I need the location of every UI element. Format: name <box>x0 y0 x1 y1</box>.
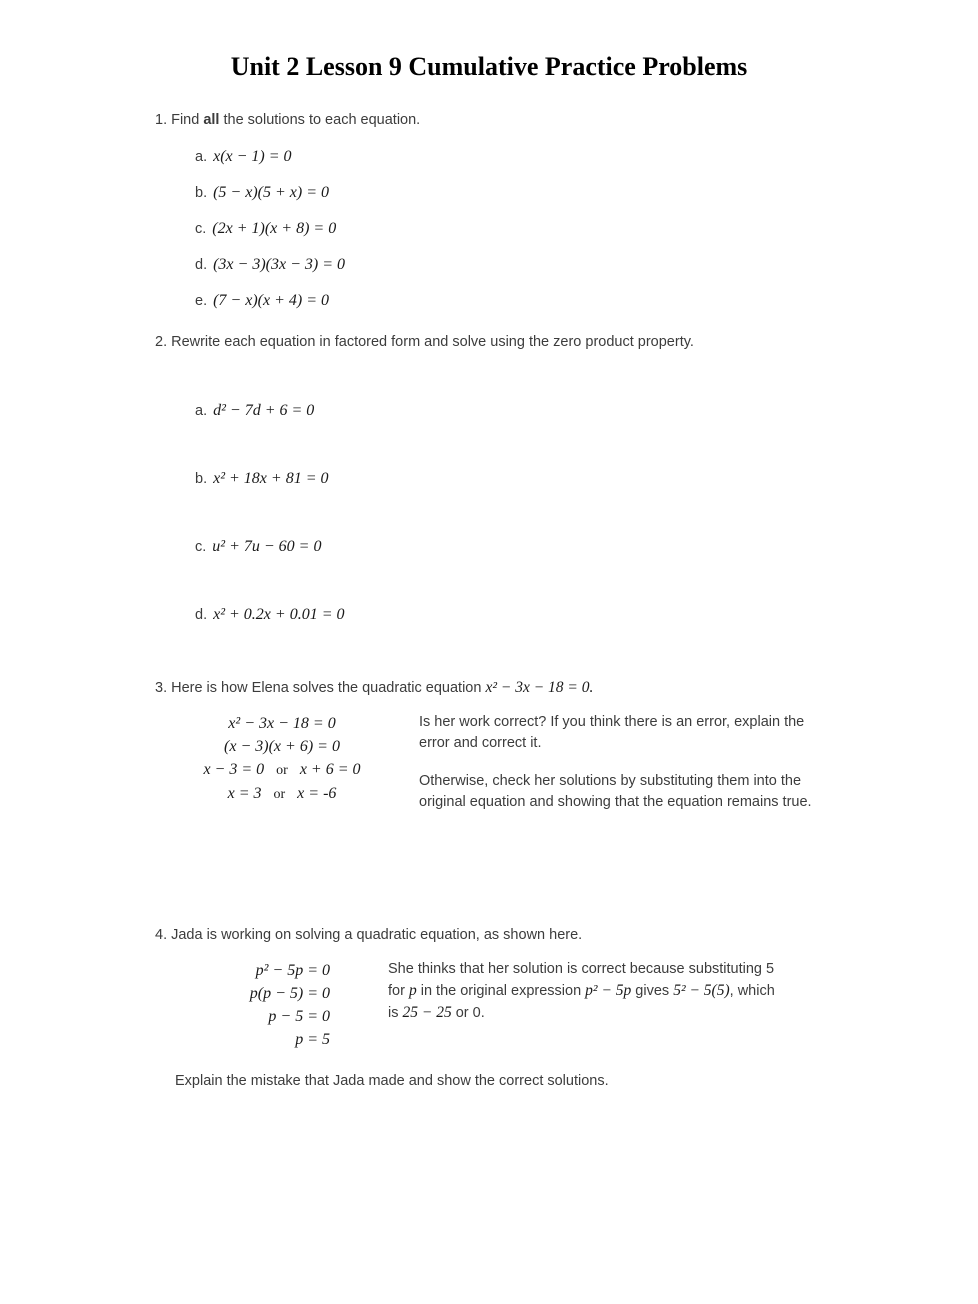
problem-4-columns <box>155 959 938 1051</box>
problem-1-part-e <box>195 292 938 310</box>
equation: (5 − x)(5 + x) = 0 <box>213 184 329 201</box>
problem-2-part-c <box>195 538 938 556</box>
inline-math: 25 − 25 <box>402 1004 452 1021</box>
problem-3-side-text <box>419 712 834 813</box>
problem-1-prompt-bold: all <box>203 112 220 128</box>
work-line-3: p − 5 = 0 <box>268 1008 330 1025</box>
problem-1-part-c <box>195 220 938 238</box>
problem-3-prompt <box>155 678 938 698</box>
or-label: or <box>273 787 286 802</box>
work-line-4-right: x = -6 <box>297 785 337 802</box>
jada-work-block <box>235 959 330 1051</box>
problem-1-prompt-post: the solutions to each equation. <box>219 112 421 128</box>
work-line-4: p = 5 <box>295 1031 330 1048</box>
problem-3-columns <box>155 712 938 813</box>
problem-4-closing-instruction: Explain the mistake that Jada made and show the correct solutions. <box>175 1073 609 1089</box>
side-text-segment: in the original expression <box>416 983 586 999</box>
work-line-4-left: x = 3 <box>227 785 262 802</box>
side-text-segment: or 0. <box>451 1005 485 1021</box>
equation: (3x − 3)(3x − 3) = 0 <box>213 256 345 273</box>
problem-1-part-b <box>195 184 938 202</box>
equation: u² + 7u − 60 = 0 <box>212 538 322 555</box>
problem-2 <box>155 332 938 624</box>
inline-math: p <box>408 982 417 999</box>
problem-2-number: 2. <box>155 334 168 350</box>
part-label: a. <box>195 149 208 165</box>
work-line-3-left: x − 3 = 0 <box>203 761 265 778</box>
problem-2-prompt-text: Rewrite each equation in factored form and solve using the zero product property. <box>171 334 694 350</box>
problem-2-part-b <box>195 470 938 488</box>
work-line-2: p(p − 5) = 0 <box>249 985 330 1002</box>
work-line-3 <box>173 758 391 782</box>
problem-4 <box>155 925 938 1051</box>
side-paragraph-1: Is her work correct? If you think there is an error, explain the error and correct it. <box>419 714 805 751</box>
problem-1-prompt-pre: Find <box>171 112 204 128</box>
problem-4-number: 4. <box>155 927 168 943</box>
work-line-1: x² − 3x − 18 = 0 <box>228 715 336 732</box>
page-title: Unit 2 Lesson 9 Cumulative Practice Problems <box>230 52 748 81</box>
equation: d² − 7d + 6 = 0 <box>213 402 315 419</box>
problem-3 <box>155 678 938 813</box>
part-label: a. <box>195 403 208 419</box>
equation: (7 − x)(x + 4) = 0 <box>213 292 329 309</box>
equation: x(x − 1) = 0 <box>213 148 292 165</box>
problem-1-number: 1. <box>155 112 168 128</box>
side-text-segment: gives <box>631 983 674 999</box>
part-label: d. <box>195 607 208 623</box>
problem-2-part-d <box>195 606 938 624</box>
side-paragraph <box>388 959 780 1024</box>
problem-2-part-a <box>195 402 938 420</box>
work-line-2: (x − 3)(x + 6) = 0 <box>224 738 340 755</box>
part-label: e. <box>195 293 208 309</box>
problem-3-number: 3. <box>155 680 168 696</box>
part-label: c. <box>195 221 207 237</box>
equation: x² + 18x + 81 = 0 <box>213 470 329 487</box>
problem-4-side-text <box>388 959 780 1024</box>
problem-1-part-a <box>195 148 938 166</box>
inline-math: 5² − 5(5) <box>673 982 730 999</box>
inline-math: p² − 5p <box>585 982 632 999</box>
part-label: c. <box>195 539 207 555</box>
or-label: or <box>276 763 288 778</box>
problem-3-prompt-text: Here is how Elena solves the quadratic equation <box>171 680 486 696</box>
problem-1-part-d <box>195 256 938 274</box>
part-label: b. <box>195 185 208 201</box>
work-line-3-right: x + 6 = 0 <box>299 761 361 778</box>
side-paragraph-2: Otherwise, check her solutions by substituting them into the original equation and showing that the equation remains true. <box>419 773 812 810</box>
side-text-segment: , which is <box>388 983 775 1021</box>
problem-4-prompt-text: Jada is working on solving a quadratic equation, as shown here. <box>171 927 583 943</box>
part-label: b. <box>195 471 208 487</box>
problem-4-prompt <box>155 925 938 945</box>
part-label: d. <box>195 257 208 273</box>
problem-1 <box>155 110 938 310</box>
equation: x² + 0.2x + 0.01 = 0 <box>213 606 345 623</box>
inline-equation: x² − 3x − 18 = 0. <box>485 679 594 696</box>
problem-2-prompt <box>155 332 938 352</box>
problem-1-prompt <box>155 110 938 130</box>
work-line-1: p² − 5p = 0 <box>255 962 330 979</box>
side-text-segment: She thinks that her solution is correct because substituting 5 for <box>388 961 775 999</box>
work-line-4 <box>173 782 391 806</box>
elena-work-block <box>173 712 391 806</box>
equation: (2x + 1)(x + 8) = 0 <box>212 220 337 237</box>
